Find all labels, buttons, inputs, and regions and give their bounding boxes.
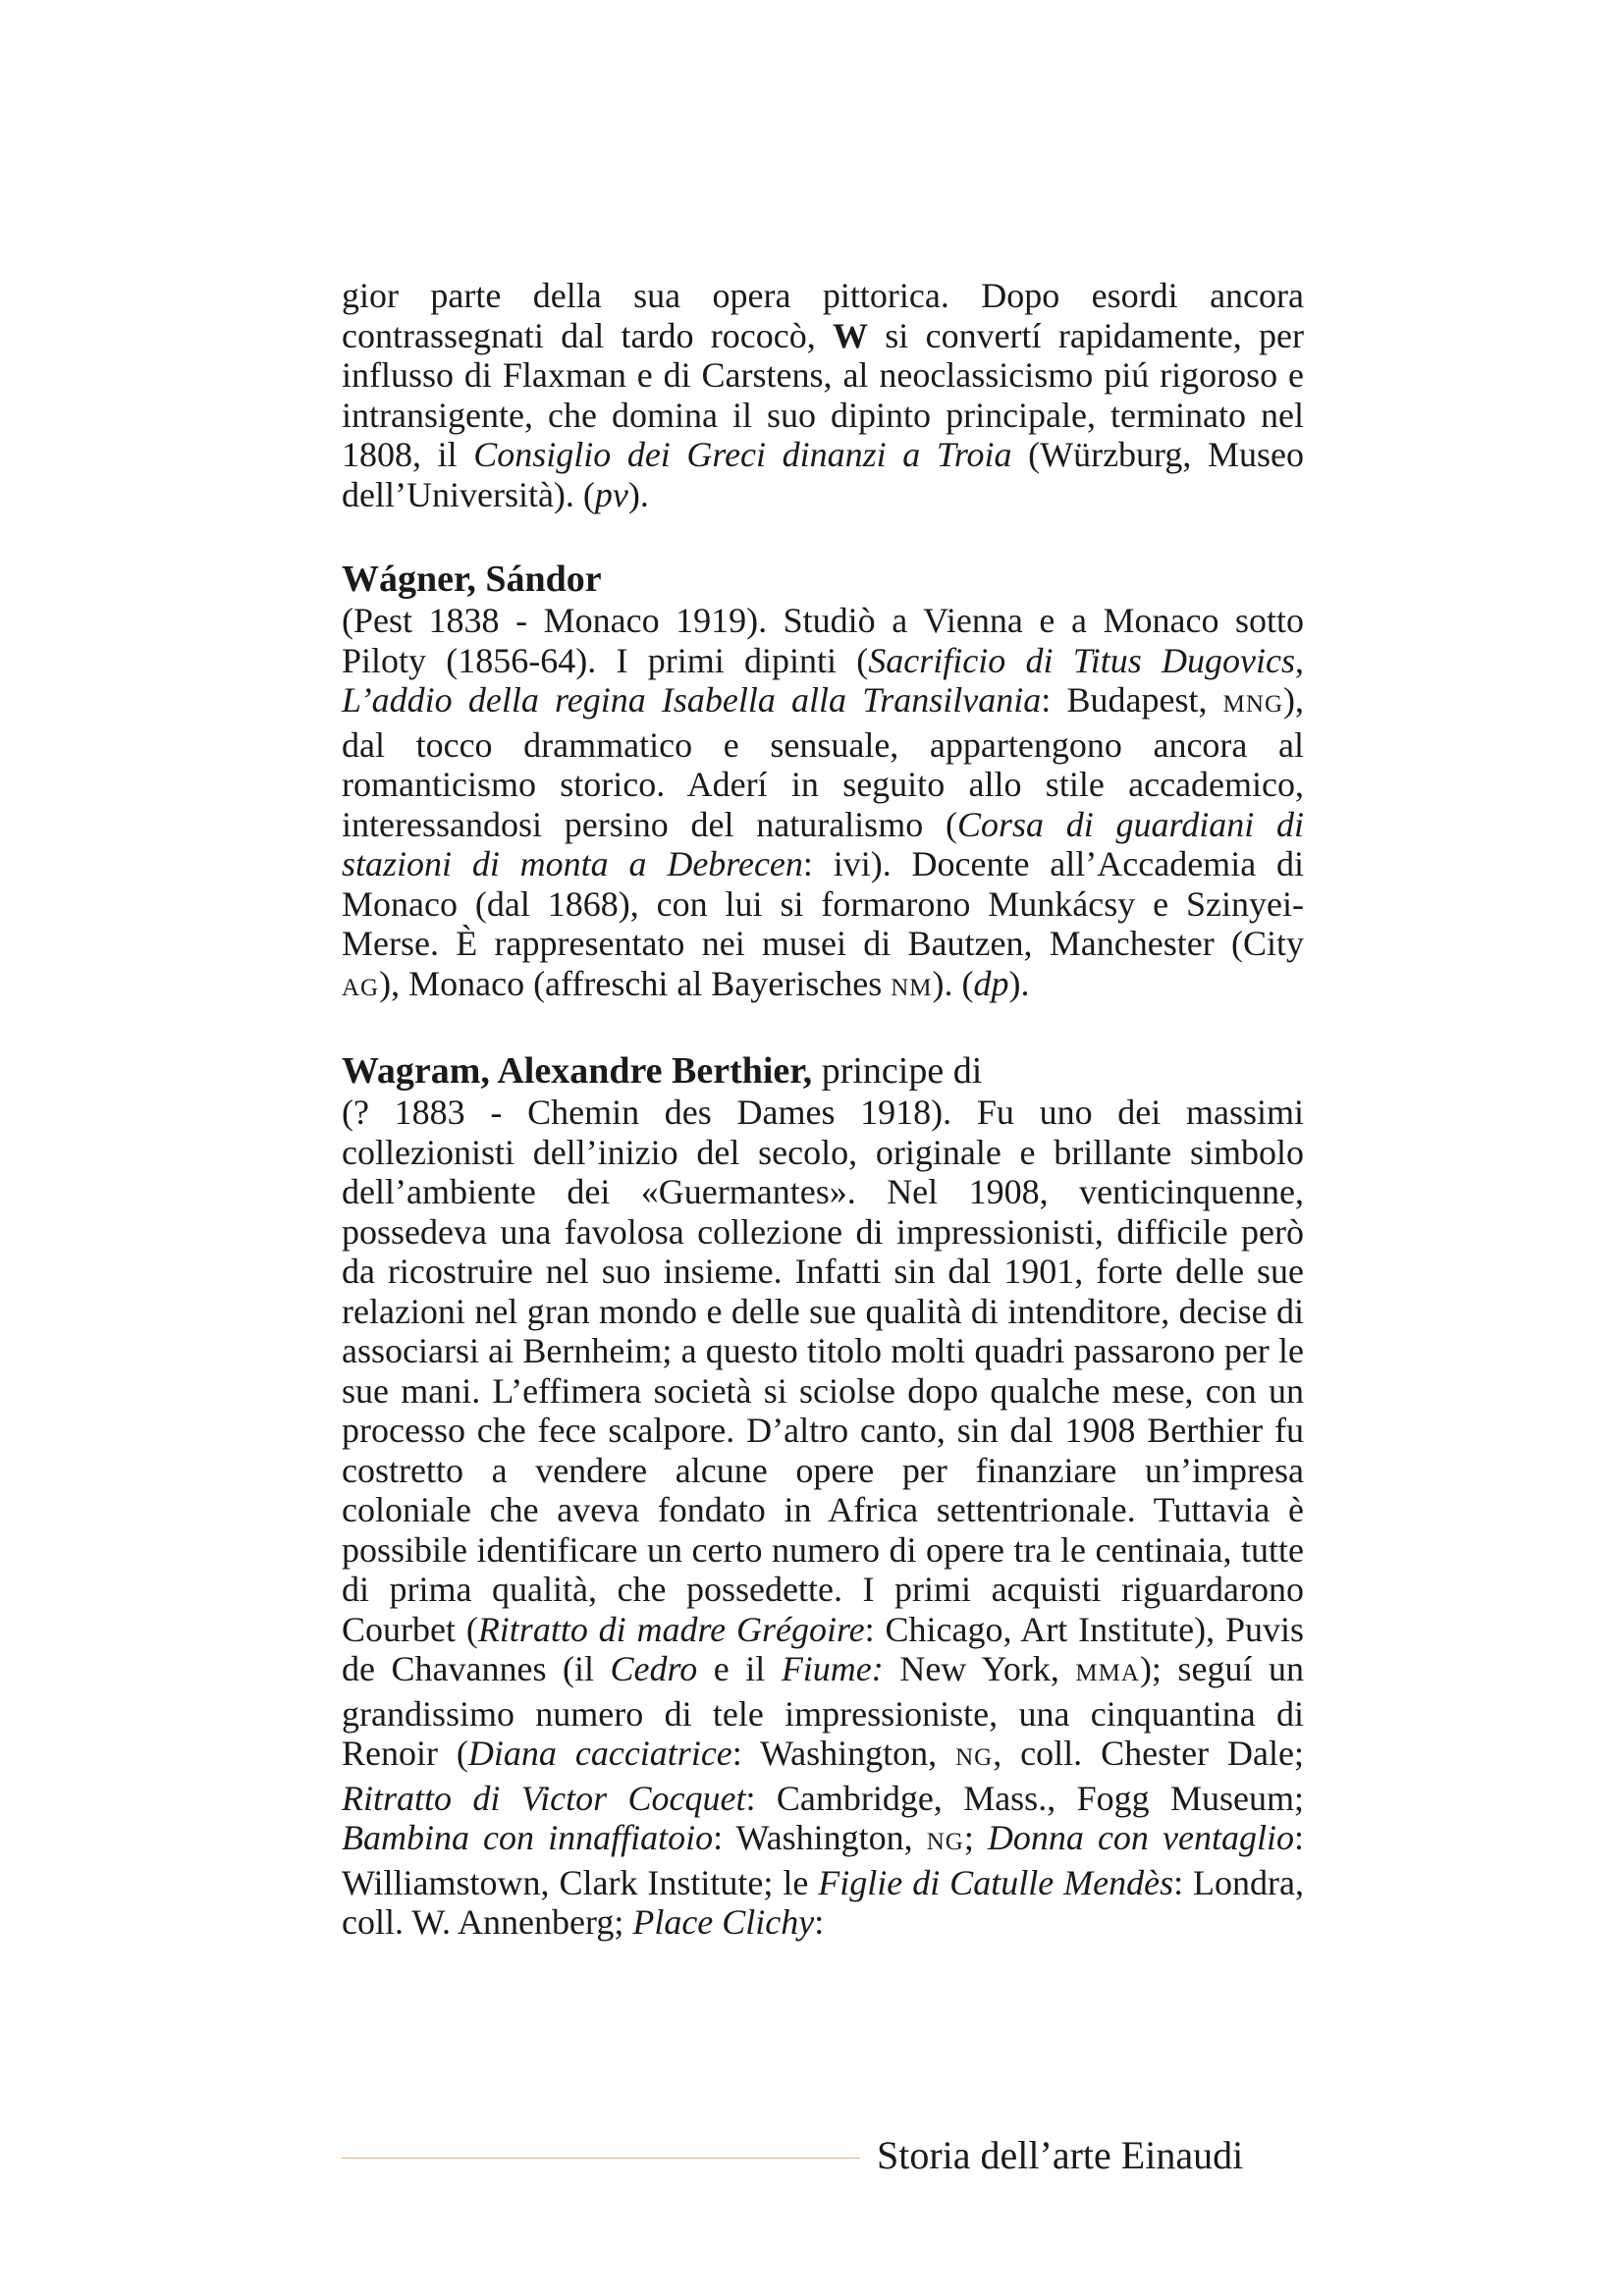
work-title: Figlie di Catulle Mendès xyxy=(818,1862,1174,1902)
museum-abbreviation: NM xyxy=(891,974,933,1001)
museum-abbreviation: NG xyxy=(955,1744,994,1771)
text-run: : Cambridge, Mass., Fogg Museum; xyxy=(745,1778,1304,1818)
work-title: L’addio della regina Isabella alla Transilvania xyxy=(342,680,1042,720)
text-run: ), dal tocco drammatico e sensuale, appartengono ancora al romanticismo storico. Aderí in seguito allo stile accademico, interessandosi persino del naturalismo ( xyxy=(342,680,1305,844)
text-run: ), Monaco (affreschi al Bayerisches xyxy=(379,963,892,1003)
author-initials: pv xyxy=(594,474,628,514)
museum-abbreviation: NG xyxy=(926,1829,964,1855)
work-title: Ritratto di madre Grégoire xyxy=(477,1609,865,1649)
text-run: si convertí rapidamente, per influsso di Flaxman e di Carstens, al neoclassicismo piú rigoroso e intransigente, che domina il suo dipinto principale, terminato nel 1808, il xyxy=(342,315,1304,474)
text-run: ). xyxy=(1008,963,1030,1003)
subject-initial: W xyxy=(833,315,868,355)
text-run: : Chicago, Art Institute), Puvis de Chavannes (il xyxy=(342,1609,1304,1688)
museum-abbreviation: AG xyxy=(342,974,380,1001)
text-run: ; xyxy=(963,1818,988,1857)
text-run: gior parte della sua opera pittorica. Dopo esordi ancora contrassegnati dal tardo rococò, xyxy=(342,276,1304,355)
museum-abbreviation: MNG xyxy=(1222,691,1284,718)
text-run: e il xyxy=(697,1649,782,1688)
text-run: (? 1883 - Chemin des Dames 1918). Fu uno dei massimi collezionisti dell’inizio del secolo, originale e brillante simbolo dell’ambiente dei «Guermantes». Nel 1908, venticinquenne, possedeva una favolosa collezione di impressionisti, difficile però da ricostruire nel suo insieme. Infatti sin dal 1901, forte delle sue relazioni nel gran mondo e delle sue qualità di intenditore, decise di associarsi ai Bernheim; a questo titolo molti quadri passarono per le sue mani. L’effimera società si sciolse dopo qualche mese, con un processo che fece scalpore. D’altro canto, sin dal 1908 Berthier fu costretto a vendere alcune opere per finanziare un’impresa coloniale che aveva fondato in Africa settentrionale. Tuttavia è possibile identificare un certo numero di opere tra le centinaia, tutte di prima qualità, che possedette. I primi acquisti riguardarono Courbet ( xyxy=(342,1093,1304,1649)
text-run: : ivi). Docente all’Accademia di Monaco (dal 1868), con lui si formarono Munkácsy e Szinyei-Merse. È rappresentato nei musei di Bautzen, Manchester (City xyxy=(342,844,1304,963)
text-run: (Würzburg, Museo dell’Università). ( xyxy=(342,435,1304,514)
work-title: Diana cacciatrice xyxy=(467,1734,732,1773)
entry-heading-title: principe di xyxy=(812,1050,983,1092)
work-title: Bambina con innaffiatoio xyxy=(342,1818,714,1857)
text-run: ). xyxy=(627,474,649,514)
text-run: : Washington, xyxy=(731,1734,956,1773)
text-run: , xyxy=(1294,640,1304,680)
work-title: Consiglio dei Greci dinanzi a Troia xyxy=(473,435,1012,474)
entry-heading-wagner: Wágner, Sándor xyxy=(342,559,602,600)
text-run: : Washington, xyxy=(713,1818,927,1857)
work-title: Ritratto di Victor Cocquet xyxy=(342,1778,746,1818)
entry-body-wagram xyxy=(342,1093,1304,1943)
work-title: Place Clichy xyxy=(632,1902,815,1942)
text-run: : Londra, coll. W. Annenberg; xyxy=(342,1862,1304,1942)
text-run: : Budapest, xyxy=(1041,680,1223,720)
text-run: (Pest 1838 - Monaco 1919). Studiò a Vienna e a Monaco sotto Piloty (1856-64). I primi dipinti ( xyxy=(342,601,1304,680)
intro-paragraph xyxy=(342,276,1304,514)
entry-heading-name: Wagram, Alexandre Berthier, xyxy=(342,1050,813,1092)
entry-body-wagner xyxy=(342,601,1304,1008)
work-title: Donna con ventaglio xyxy=(987,1818,1294,1857)
text-run: ); seguí un grandissimo numero di tele impressioniste, una cinquantina di Renoir ( xyxy=(342,1649,1304,1773)
work-title: Fiume: xyxy=(781,1649,884,1688)
text-run: , coll. Chester Dale; xyxy=(993,1734,1304,1773)
text-run: ). ( xyxy=(932,963,974,1003)
text-run: : xyxy=(814,1902,825,1942)
author-initials: dp xyxy=(973,963,1009,1003)
footer-publication-title: Storia dell’arte Einaudi xyxy=(877,2133,1244,2177)
text-run: New York, xyxy=(883,1649,1076,1688)
work-title: Cedro xyxy=(610,1649,698,1688)
footer-divider xyxy=(342,2158,860,2159)
text-column xyxy=(342,276,1304,1943)
text-run: : Williamstown, Clark Institute; le xyxy=(342,1818,1304,1902)
work-title: Corsa di guardiani di stazioni di monta a Debrecen xyxy=(342,804,1304,883)
museum-abbreviation: MMA xyxy=(1075,1660,1140,1686)
work-title: Sacrificio di Titus Dugovics xyxy=(868,640,1295,680)
entry-heading-wagram xyxy=(342,1049,1304,1093)
